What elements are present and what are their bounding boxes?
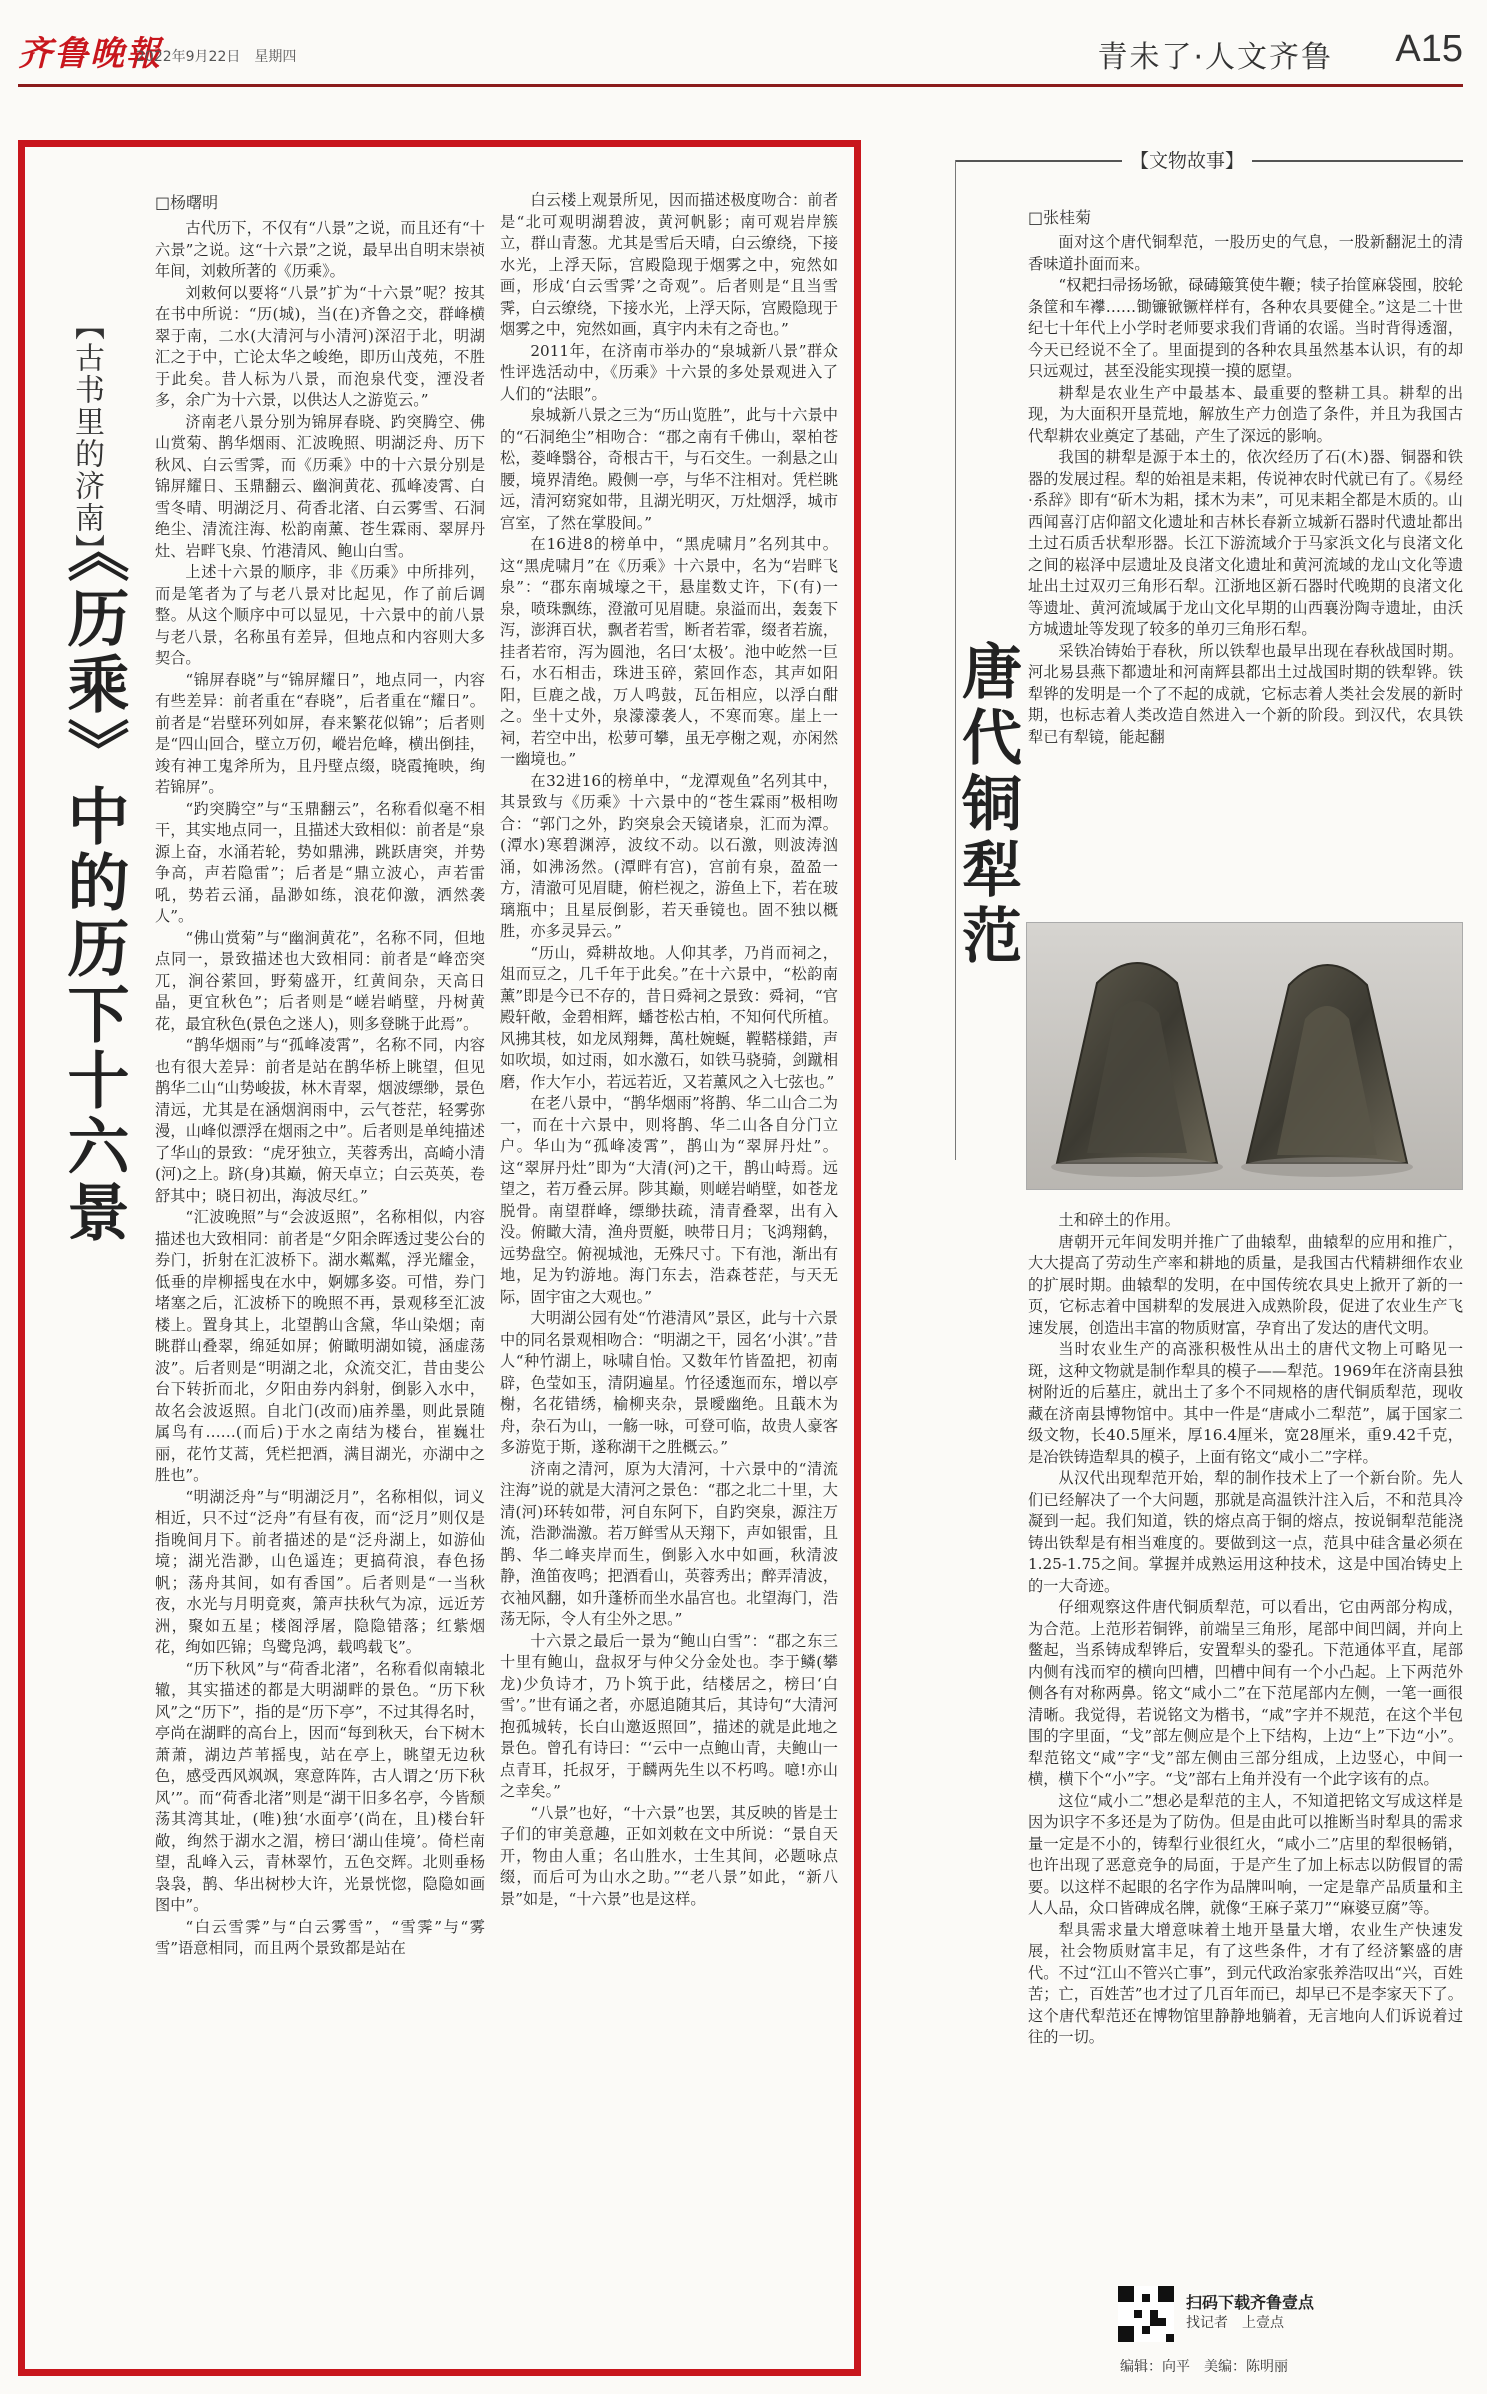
paragraph: 济南老八景分别为锦屏春晓、趵突腾空、佛山赏菊、鹊华烟雨、汇波晚照、明湖泛舟、历下秋风、白云雪霁，而《历乘》中的十六景分别是锦屏耀日、玉鼎翻云、幽涧黄花、孤峰凌霄、白雪冬晴、明湖泛月、荷香北渚、白云雾雪、石洞绝尘、清流注海、松韵南薰、苍生霖雨、翠屏丹灶、岩畔飞泉、竹港清风、鲍山白雪。	[155, 412, 485, 560]
qr-caption: 扫码下载齐鲁壹点	[1186, 2293, 1315, 2312]
paragraph: 这位“咸小二”想必是犁范的主人，不知道把铭文写成这样是因为识字不多还是为了防伪。但是由此可以推断当时犁具的需求量一定是不小的，铸犁行业很红火，“咸小二”店里的犁很畅销，也许出现了恶意竞争的局面，于是产生了加上标志以防假冒的需要。以这样不起眼的名字作为品牌叫响，一定是靠产品质量和主人人品，众口皆碑成名牌，就像“王麻子菜刀”“麻婆豆腐”等。	[1028, 1791, 1463, 1917]
publication-date: 2022年9月22日 星期四	[136, 49, 297, 65]
paragraph: 犁具需求量大增意味着土地开垦量大增，农业生产快速发展，社会物质财富丰足，有了这些条件，才有了经济繁盛的唐代。不过“江山不管兴亡事”，到元代政治家张养浩叹出“兴，百姓苦；亡，百姓苦”也才过了几百年而已，却早已不是李家天下了。这个唐代犁范还在博物馆里静静地躺着，无言地向人们诉说着过往的一切。	[1028, 1920, 1463, 2046]
right-column-tag: 【文物故事】	[1122, 146, 1252, 173]
paragraph: “锦屏春晓”与“锦屏耀日”，地点同一，内容有些差异：前者重在“春晓”，后者重在“耀日”。前者是“岩壁环列如屏，春来繁花似锦”；后者则是“四山回合，壁立万仞，嵷岩危峰，横出倒挂，竣有神工鬼斧所为，且丹壁点缀，晓霞掩映，绚若锦屏”。	[155, 670, 485, 796]
paragraph: 仔细观察这件唐代铜质犁范，可以看出，它由两部分构成，为合范。上范形若铜铧，前端呈三角形，尾部中间凹阔，并向上鳖起，当系铸成犁铧后，安置犁头的銎孔。下范通体平直，尾部内侧有浅而窄的横向凹槽，凹槽中间有一个小凸起。上下两范外侧各有对称两鼻。铭文“咸小二”在下范尾部内左侧，一笔一画很清晰。我觉得，若说铭文为楷书，“咸”字并不规范，在这个半包围的字里面，“戈”部左侧应是个上下结构，上边“上”下边“小”。犁范铭文“咸”字“戈”部左侧由三部分组成，上边竖心，中间一横，横下个“小”字。“戈”部右上角并没有一个此字该有的点。	[1028, 1598, 1463, 1788]
paragraph: 泉城新八景之三为“历山览胜”，此与十六景中的“石洞绝尘”相吻合：“郡之南有千佛山，翠柏苍松，菱峰翳谷，奇根古干，与石交生。一刹悬之山腰，境界清绝。殿侧一亭，与华不注相对。凭栏眺远，清河窈窕如带，且湖光明灭，万灶烟浮，城市宫室，了然在掌股间。”	[500, 406, 838, 532]
paragraph: 我国的耕犁是源于本土的，依次经历了石(木)器、铜器和铁器的发展过程。犁的始祖是耒耜，传说神农时代就已有了。《易经·系辞》即有“斫木为耜，揉木为耒”，可见耒耜全都是木质的。山西闻喜汀店仰韶文化遗址和吉林长春新立城新石器时代遗址都出土过石质舌状犁形器。长江下游流域介于马家浜文化与良渚文化之间的崧泽中层遗址及良渚文化遗址和黄河流域的龙山文化等遗址出土过双刃三角形石犁。江浙地区新石器时代晚期的良渚文化等遗址、黄河流域属于龙山文化早期的山西襄汾陶寺遗址，由沃方城遗址等发现了较多的单刃三角形石犁。	[1028, 448, 1463, 638]
section-title: 青未了·人文齐鲁	[1097, 40, 1333, 75]
masthead	[18, 26, 1463, 76]
plow-mold-illustration	[1027, 923, 1463, 1190]
header-divider	[18, 84, 1463, 87]
paragraph: “佛山赏菊”与“幽涧黄花”，名称不同，但地点同一，景致描述也大致相同：前者是“峰峦突兀，涧谷萦回，野菊盛开，红黄间杂，天高日晶，更宜秋色”；后者则是“嵯岩峭壁，丹树黄花，最宜秋色(景色之迷人)，则多登眺于此焉”。	[155, 928, 485, 1033]
paragraph: 从汉代出现犁范开始，犁的制作技术上了一个新台阶。先人们已经解决了一个大问题，那就是高温铁汁注入后，不和范具冷凝到一起。我们知道，铁的熔点高于铜的熔点，按说铜犁范能浇铸出铁犁是有相当难度的。要做到这一点，范具中硅含量必须在1.25-1.75之间。掌握并成熟运用这种技术，这是中国冶铸史上的一大奇迹。	[1028, 1469, 1463, 1595]
paragraph: 土和碎土的作用。	[1058, 1211, 1180, 1229]
paragraph: 2011年，在济南市举办的“泉城新八景”群众性评选活动中，《历乘》十六景的多处景观进入了人们的“法眼”。	[500, 341, 838, 403]
paragraph: “鹊华烟雨”与“孤峰凌霄”，名称不同，内容也有很大差异：前者是站在鹊华桥上眺望，但见鹊华二山“山势峻拔，林木青翠，烟波缥缈，景色清远，尤其是在涵烟润雨中，云气苍茫，轻雾弥漫，山峰似漂浮在烟雨之中”。后者则是单纯描述了华山的景致：“虎牙独立，芙蓉秀出，高崎小清(河)之上。跻(身)其巅，俯天卓立；白云英英，卷舒其中；晓日初出，海波尽红。”	[155, 1036, 485, 1205]
newspaper-logo: 齐鲁晚報	[18, 34, 162, 74]
paragraph: “趵突腾空”与“玉鼎翻云”，名称看似毫不相干，其实地点同一，且描述大致相似：前者是“泉源上奋，水涌若轮，势如鼎沸，跳跃唐突，并势争高，声若隐雷”；后者是“鼎立波心，声若雷吼，势若云涌，晶渺如练，浪花仰激，洒然袭人”。	[155, 799, 485, 925]
right-article-body-top	[1028, 232, 1463, 932]
editor-credits: 编辑：向平 美编：陈明丽	[1120, 2359, 1288, 2375]
qr-code-icon	[1118, 2286, 1174, 2342]
left-article-title: 《历乘》中的历下十六景	[57, 520, 130, 1246]
paragraph: 古代历下，不仅有“八景”之说，而且还有“十六景”之说。这“十六景”之说，最早出自明末崇祯年间，刘敕所著的《历乘》。	[155, 219, 485, 280]
paragraph: 在16进8的榜单中，“黑虎啸月”名列其中。这“黑虎啸月”在《历乘》十六景中，名为“岩畔飞泉”：“郡东南城壕之干，悬崖数丈许，下(有)一泉，喷珠飘练，澄澈可见眉睫。泉溢而出，轰轰下泻，澎湃百状，飘者若雪，断者若霏，缀者若旒，挂者若帘，泻为圆池，名曰‘太极’。池中屹然一巨石，水石相击，珠进玉碎，萦回作态，其声如阳阳，巨鹿之战，万人鸣鼓，瓦缶相应，以浮白酣之。坐十丈外，泉濛濛袭人，不寒而寒。崖上一祠，若空中出，松萝可攀，虽无亭榭之观，亦闲然一幽境也。”	[500, 535, 838, 768]
paragraph: 在老八景中，“鹊华烟雨”将鹊、华二山合二为一，而在十六景中，则将鹊、华二山各自分门立户。华山为“孤峰凌霄”，鹊山为“翠屏丹灶”。这“翠屏丹灶”即为“大清(河)之干，鹊山峙焉。远望之，若万叠云屏。陟其巅，则嵯岩峭壁，如苍龙脱骨。南望群峰，缥缈扶疏，清青叠翠，出有入没。俯瞰大清，渔舟贾艇，映带日月；飞鸿翔鹤，远势盘空。俯视城池，无殊尺寸。下有池，渐出有地，足为钓游地。海门东去，浩森苍茫，与天无际，固宇宙之大观也。”	[500, 1094, 838, 1306]
paragraph: 当时农业生产的高涨积极性从出土的唐代文物上可略见一斑，这种文物就是制作犁具的模子——犁范。1969年在济南县独树附近的后墓庄，就出土了多个不同规格的唐代铜质犁范，现收藏在济南县博物馆中。其中一件是“唐咸小二犁范”，属于国家二级文物，长40.5厘米，厚16.4厘米，宽28厘米，重9.42千克，是冶铁铸造犁具的模子，上面有铭文“咸小二”字样。	[1028, 1340, 1463, 1466]
paragraph: 采铁冶铸始于春秋，所以铁犁也最早出现在春秋战国时期。河北易县燕下都遗址和河南辉县都出土过战国时期的铁犁铧。铁犁铧的发明是一个了不起的成就，它标志着人类社会发展的新时期，也标志着人类改造自然进入一个新的阶段。到汉代，农具铁犁已有犁镜，能起翻	[1028, 641, 1463, 746]
right-article-body-bottom	[1028, 1210, 1463, 2320]
paragraph: “历山，舜耕故地。人仰其孝，乃肖而祠之，俎而豆之，几千年于此矣。”在十六景中，“松韵南薰”即是今已不存的，昔日舜祠之景致：舜祠，“官殿轩敞，金碧相辉，蟠苍松古柏，不知何代所植。风拂其枝，如龙凤翔舞，萬杜婉蜒，鞺鞳様錯，声如吹埙，如过雨，如水激石，如铁马骁骑，剑蹴相磨，作大乍小，若远若近，又若薰风之入七弦也。”	[500, 943, 838, 1091]
page-number: A15	[1395, 28, 1463, 70]
paragraph: 济南之清河，原为大清河，十六景中的“清流注海”说的就是大清河之景色：“郡之北二十里，大清(河)环转如带，河自东阿下，自趵突泉，源注万流，浩渺湍激。若万鲜雪从天翔下，声如银雷，且鹊、华二峰夹岸而生，倒影入水中如画，秋清波静，渔笛夜鸣；把酒看山，英蓉秀出；醉弄清波，衣袖风翻，如升蓬桥而坐水晶宫也。北望海门，浩荡无际，令人有尘外之思。”	[500, 1459, 838, 1628]
right-article-author: □张桂菊	[1028, 208, 1092, 227]
paragraph: “白云雪霁”与“白云雾雪”，“雪霁”与“雾雪”语意相同，而且两个景致都是站在	[155, 1917, 485, 1957]
paragraph: 刘敕何以要将“八景”扩为“十六景”呢？按其在书中所说：“历(城)，当(在)齐鲁之交，群峰横翠于南，二水(大清河与小清河)深沼于北，明湖汇之于中，亡论太华之峻绝，即历山茂苑，不胜于此矣。昔人标为八景，而泡泉代变，湮没者多，余广为十六景，以供达人之游览云。”	[155, 283, 485, 409]
paragraph: “八景”也好，“十六景”也罢，其反映的皆是士子们的审美意趣，正如刘敕在文中所说：“景自天开，物由人重；名山胜水，士生其间，必题咏点缀，而后可为山水之助。”“老八景”如此，“新八景”如是，“十六景”也是这样。	[500, 1803, 838, 1908]
left-article-column-2	[500, 190, 838, 2360]
paragraph: “历下秋风”与“荷香北渚”，名称看似南辕北辙，其实描述的都是大明湖畔的景色。“历下秋风”之“历下”，指的是“历下亭”，不过其得名时，亭尚在湖畔的高台上，因而“每到秋天，台下树木萧萧，湖边芦苇摇曳，站在亭上，眺望无边秋色，感受西风飒飒，寒意阵阵，古人谓之‘历下秋风’”。而“荷香北渚”则是“湖干旧多名亭，今皆颓荡其湾其址，(唯)独‘水面亭’(尚在，且)楼台轩敞，绚然于湖水之湄，榜曰‘湖山佳境’。倚栏南望，乱峰入云，青林翠竹，五色交辉。北则垂杨袅袅，鹊、华出树杪大许，光景恍惚，隐隐如画图中”。	[155, 1659, 485, 1914]
paragraph: 面对这个唐代铜犁范，一股历史的气息，一股新翻泥土的清香味道扑面而来。	[1028, 233, 1463, 273]
paragraph: “明湖泛舟”与“明湖泛月”，名称相似，词义相近，只不过“泛舟”有昼有夜，而“泛月”则仅是指晚间月下。前者描述的是“泛舟湖上，如游仙境；湖光浩渺，山色遥连；更搞荷浪，春色扬帆；荡舟其间，如有香国”。后者则是“一当秋夜，水光与月明竟爽，箫声扶秋气为凉，远近芳洲，聚如五星；楼阁浮屠，隐隐错落；红紫烟花，绚如匹锦；鸟鹭凫鸿，载鸣载飞”。	[155, 1487, 485, 1656]
left-article-author: □杨曙明	[155, 193, 219, 212]
right-article-title: 唐代铜犁范	[952, 640, 1022, 970]
paragraph: “权耙扫帚扬场锨，碌碡簸箕使牛鞭；犊子抬筐麻袋囤，胶轮条筐和车襻……锄镰锨镢样样有，各种农具要健全。”这是二十世纪七十年代上小学时老师要求我们背诵的农谣。当时背得透溜，今天已经说不全了。里面提到的各种农具虽然基本认识，有的却只远观过，甚至没能实现摸一摸的愿望。	[1028, 276, 1463, 380]
qr-code[interactable]	[1118, 2286, 1174, 2342]
paragraph: 在32进16的榜单中，“龙潭观鱼”名列其中，其景致与《历乘》十六景中的“苍生霖雨”极相吻合：“郭门之外，趵突泉会天镜诸泉，汇而为潭。(潭水)寒碧渊渟，波纹不动。以石激，则波涛汹涌，如沸汤然。(潭畔有宫)，宫前有泉，盈盈一方，清澈可见眉睫，俯栏视之，游鱼上下，若在玻璃瓶中；且星辰倒影，若天垂镜也。固不独以概胜，亦多灵异云。”	[500, 771, 838, 940]
plow-mold-photo	[1026, 922, 1463, 1190]
left-article-column-1	[155, 218, 485, 2358]
paragraph: 十六景之最后一景为“鲍山白雪”：“郡之东三十里有鲍山，盘叔牙与仲父分金处也。李于鳞(攀龙)少负诗才，乃卜筑于此，结楼居之，榜曰‘白雪’。”世有诵之者，亦愿追随其后，其诗句“大清河抱孤城转，长白山邀返照回”，描述的就是此地之景色。曾孔有诗曰：“‘云中一点鲍山青，夫鲍山一点青耳，托叔牙，于麟两先生以不朽鸣。噫!亦山之幸矣。”	[500, 1631, 838, 1800]
paragraph: 唐朝开元年间发明并推广了曲辕犁，曲辕犁的应用和推广，大大提高了劳动生产率和耕地的质量，是我国古代精耕细作农业的扩展时期。曲辕犁的发明，在中国传统农具史上掀开了新的一页，它标志着中国耕犁的发展进入成熟阶段，促进了农业生产飞速发展，创造出丰富的物质财富，孕育出了发达的唐代文明。	[1028, 1232, 1463, 1337]
paragraph: 大明湖公园有处“竹港清风”景区，此与十六景中的同名景观相吻合：“明湖之干，园名‘小淇’。”昔人“种竹湖上，咏啸自怡。又数年竹皆盈把，初南辟，色莹如玉，清阴遍星。竹径逶迤而东，增以亭榭，名花错绣，榆柳夹杂，景曖幽绝。且蕺木为舟，杂石为山，一觞一咏，可登可临，故贵人豪客多游览于斯，遂称湖干之胜概云。”	[500, 1309, 838, 1456]
qr-subcaption: 找记者 上壹点	[1186, 2315, 1284, 2331]
paragraph: “汇波晚照”与“会波返照”，名称相似，内容描述也大致相同：前者是“夕阳余晖透过斐公台的券门，折射在汇波桥下。湖水粼粼，浮光耀金，低垂的岸柳摇曳在水中，婀娜多姿。可惜，券门堵塞之后，汇波桥下的晚照不再，景观移至汇波楼上。置身其上，北望鹊山含黛，华山染烟；南眺群山叠翠，绵延如屏；俯瞰明湖如镜，涵虚荡波”。后者则是“明湖之北，众流交汇，昔由斐公台下转折而北，夕阳由券内斜射，倒影入水中，故名会波返照。自北门(改而)庙养墨，则此景随属鸟有……(而后)于水之南结为楼台，崔巍壮丽，花竹艾蒿，凭栏把酒，满目湖光，亦湖中之胜也”。	[155, 1208, 485, 1484]
left-column-tag: 【古书里的济南】	[69, 310, 104, 566]
paragraph: 白云楼上观景所见，因而描述极度吻合：前者是“北可观明湖碧波，黄河帆影；南可观岩岸簇立，群山青葱。尤其是雪后天晴，白云缭绕，下接水光，上浮天际，宫殿隐现于烟雾之中，宛然如画，形成‘白云雪霁’之奇观”。后者则是“且当雪霁，白云缭绕，下接水光，上浮天际，宫殿隐现于烟雾之中，宛然如画，真宇内未有之奇也。”	[500, 191, 838, 338]
paragraph: 上述十六景的顺序，非《历乘》中所排列，而是笔者为了与老八景对比起见，作了前后调整。从这个顺序中可以显见，十六景中的前八景与老八景，名称虽有差异，但地点和内容则大多契合。	[155, 563, 485, 667]
paragraph: 耕犁是农业生产中最基本、最重要的整耕工具。耕犁的出现，为大面积开垦荒地，解放生产力创造了条件，并且为我国古代犁耕农业奠定了基础，产生了深远的影响。	[1028, 383, 1463, 445]
